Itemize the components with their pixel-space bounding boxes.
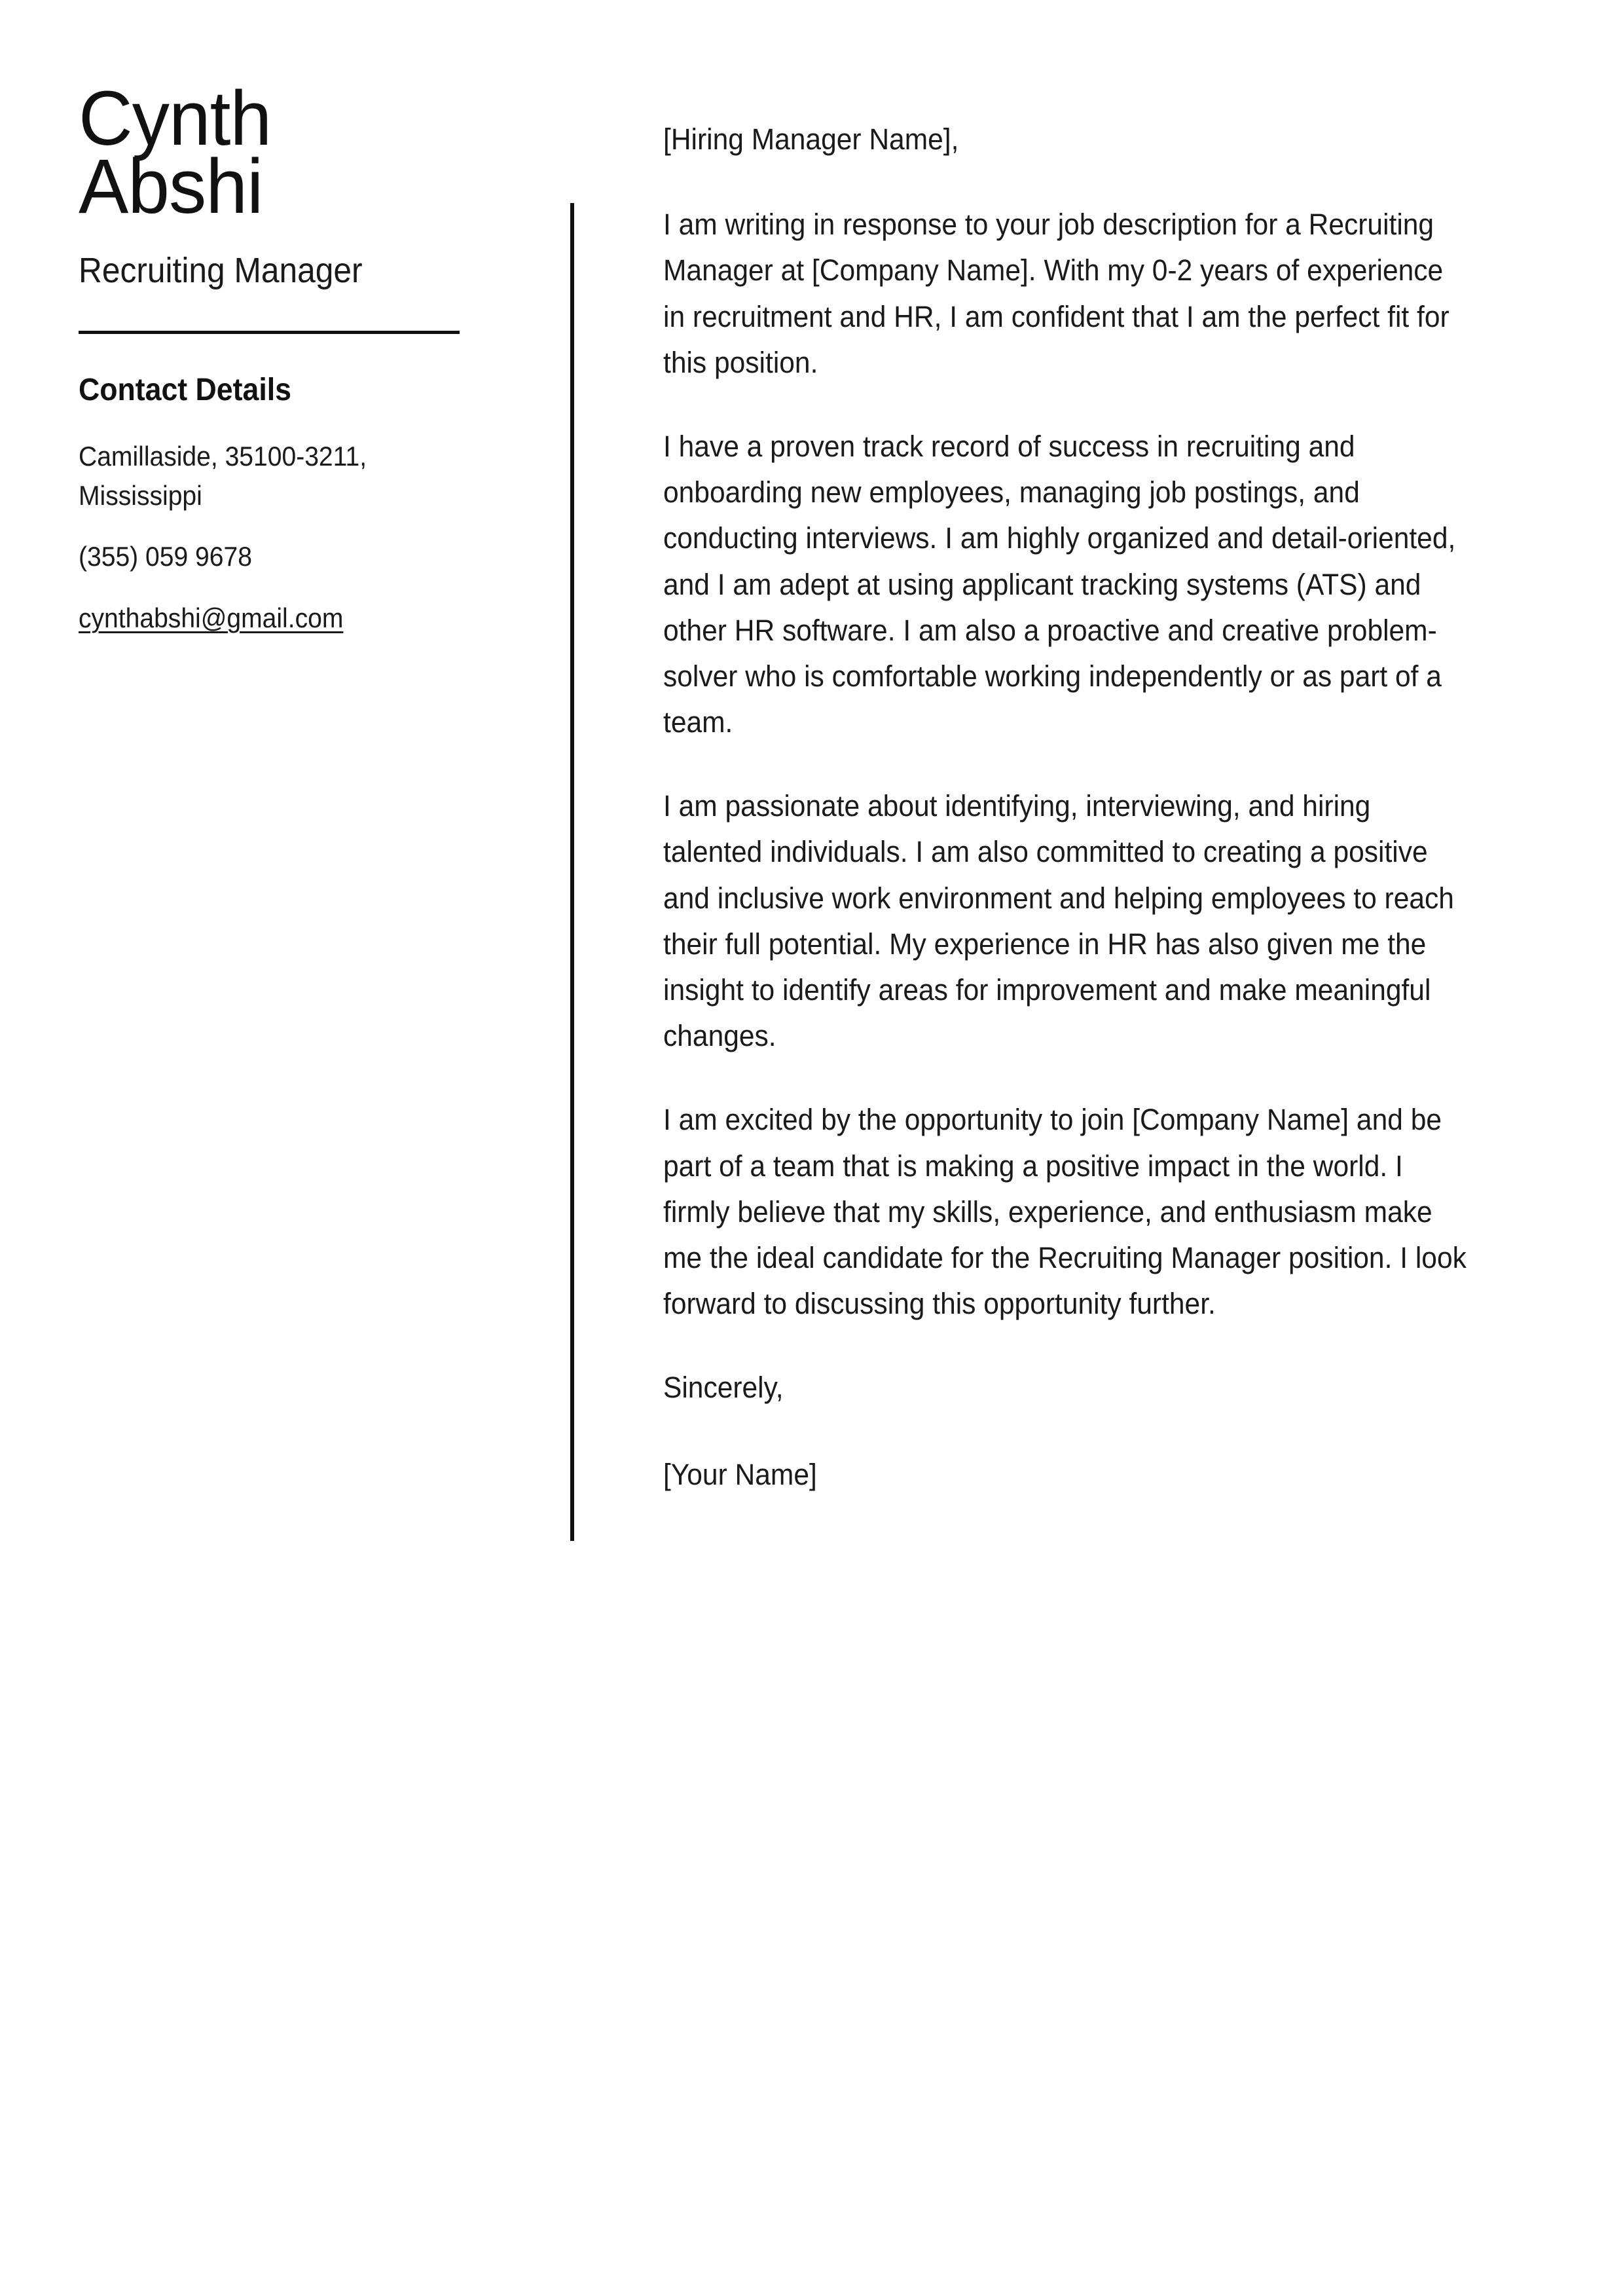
contact-details-heading: Contact Details bbox=[79, 373, 291, 408]
letter-closing: Sincerely, bbox=[663, 1371, 784, 1405]
contact-address: Camillaside, 35100-3211, Mississippi bbox=[79, 441, 367, 511]
letter-paragraph-1: I am writing in response to your job description for a Recruiting Manager at [Company Name]. With my 0-2 years of experience in recruitment and HR, I am confident that I am the perfect fit for this position. bbox=[663, 208, 1450, 379]
candidate-last-name: Abshi bbox=[79, 143, 263, 230]
contact-email-row bbox=[79, 599, 444, 638]
letter-paragraph-2: I have a proven track record of success in recruiting and onboarding new employees, managing job postings, and conducting interviews. I am highly organized and detail-oriented, and I am adept at using applicant tracking systems (ATS) and other HR software. I am also a proactive and creative problem-solver who is comfortable working independently or as part of a team. bbox=[663, 429, 1456, 739]
vertical-divider-rule bbox=[570, 203, 574, 1541]
contact-phone: (355) 059 9678 bbox=[79, 541, 252, 572]
letter-paragraph-4: I am excited by the opportunity to join [Company Name] and be part of a team that is making a positive impact in the world. I firmly believe that my skills, experience, and enthusiasm make me the ideal candidate for the Recruiting Manager position. I look forward to discussing this opportunity further. bbox=[663, 1103, 1467, 1321]
contact-details-list bbox=[79, 437, 471, 638]
contact-email-link[interactable]: cynthabshi@gmail.com bbox=[79, 602, 344, 634]
sidebar-divider-rule bbox=[79, 331, 460, 334]
candidate-job-title: Recruiting Manager bbox=[79, 250, 363, 290]
letter-salutation: [Hiring Manager Name], bbox=[663, 122, 959, 156]
letter-paragraph-3: I am passionate about identifying, interviewing, and hiring talented individuals. I am also committed to creating a positive and inclusive work environment and helping employees to reach their full potential. My experience in HR has also given me the insight to identify areas for improvement and make meaningful changes. bbox=[663, 789, 1454, 1053]
letter-body bbox=[663, 117, 1514, 1498]
candidate-name bbox=[79, 75, 471, 230]
sidebar bbox=[79, 75, 471, 638]
candidate-first-name: Cynth bbox=[79, 75, 272, 162]
letter-signature: [Your Name] bbox=[663, 1457, 817, 1491]
